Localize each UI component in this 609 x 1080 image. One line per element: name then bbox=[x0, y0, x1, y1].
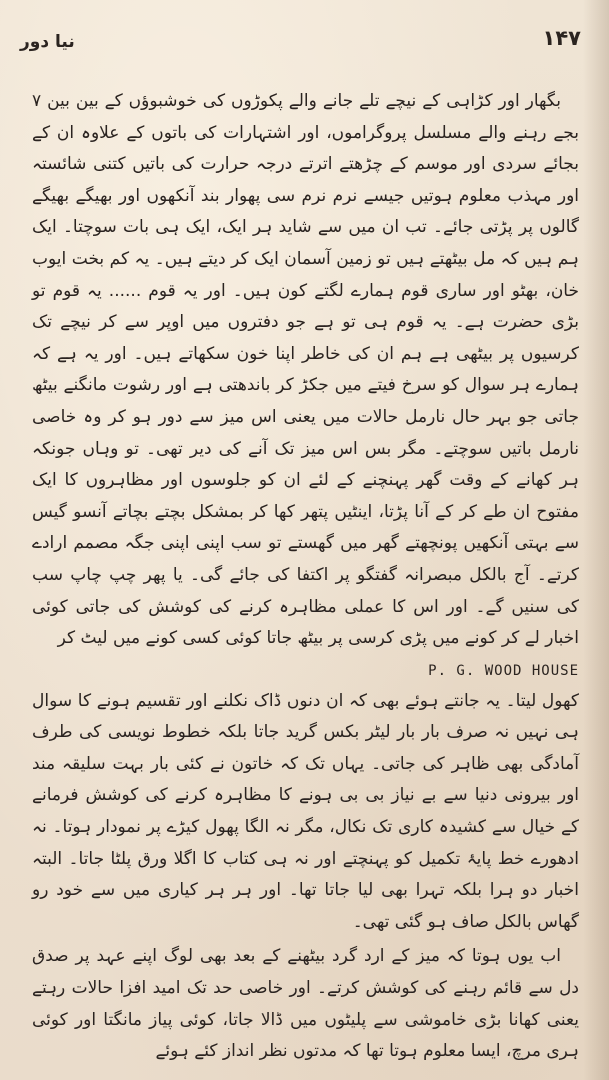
body-text bbox=[32, 86, 579, 1071]
paragraph-3: اب یوں ہوتا کہ میز کے ارد گرد بیٹھنے کے بعد بھی لوگ اپنے عہد پر صدق دل سے قائم رہنے کی کوشش کرتے۔ اور خاصی حد تک امید افزا حالات رہتے یعنی کھانا بڑی خاموشی سے پلیٹوں میں ڈالا جاتا، کوئی پیاز مانگتا اور کوئی ہری مرچ، ایسا معلوم ہوتا تھا کہ مدتوں نظر انداز کئے ہوئے bbox=[32, 946, 579, 1062]
paragraph-2: کھول لیتا۔ یہ جانتے ہوئے بھی کہ ان دنوں ڈاک نکلنے اور تقسیم ہونے کا سوال ہی نہیں نہ صرف بار بار لیٹر بکس گرید جاتا بلکہ خطوط نویسی کی طرف آمادگی بھی ظاہر کی جاتی۔ یہاں تک کہ خاتون نے کئی بار بہت سلیقہ مند اور بیرونی دنیا سے بے نیاز بی بی ہونے کا مظاہرہ کرنے کی کوشش فرمانے کے خیال سے کشیدہ کاری تک نکال، مگر نہ الگا پھول کیڑے پر نمودار ہوتا۔ نہ ادھورے خط پایۂ تکمیل کو پہنچتے اور نہ ہی کتاب کا اگلا ورق پلٹا جاتا۔ البتہ اخبار دو ہرا بلکہ تہرا بھی لیا جاتا تھا۔ اور ہر ہر کیاری میں سے خود رو گھاس بالکل صاف ہو گئی تھی۔ bbox=[32, 690, 579, 932]
running-title: نیا دور bbox=[20, 32, 75, 52]
page-header bbox=[20, 26, 581, 62]
spine-shadow bbox=[583, 0, 609, 1080]
page-number: ۱۴۷ bbox=[542, 26, 581, 50]
embedded-english-name: P. G. WOOD HOUSE bbox=[428, 662, 579, 679]
paragraph-1: بگھار اور کڑاہی کے نیچے تلے جانے والے پکوڑوں کی خوشبوؤں کے بین بین ۷ بجے رہنے والے مسلسل پروگراموں، اور اشتہارات کی باتوں کے علاوہ ان کے بجائے سردی اور موسم کے چڑھتے اترتے درجہ حرارت کی باتیں کتنی شائستہ اور مہذب معلوم ہوتیں جیسے نرم نرم سی پھوار بند آنکھوں اور بھیگے بھیگے گالوں پر پڑتی جائے۔ تب ان میں سے شاید ہر ایک، ایک ہی بات سوچتا۔ ایک ہم ہیں کہ مل بیٹھتے ہیں تو زمین آسمان ایک کر دیتے ہیں۔ یہ کم بخت ایوب خان، بھٹو اور ساری قوم ہمارے لگتے کون ہیں۔ اور یہ قوم ...... یہ قوم تو بڑی حضرت ہے۔ یہ قوم ہی تو ہے جو دفتروں میں اوپر سے کر نیچے تک کرسیوں پر بیٹھی ہے ہم ان کی خاطر اپنا خون سکھاتے ہیں۔ اور یہ ہے کہ ہمارے ہر سوال کو سرخ فیتے میں جکڑ کر باندھتی ہے اور رشوت مانگنے بیٹھ جاتی جو بہر حال نارمل حالات میں یعنی اس میز سے دور ہو کر وہ خاصی نارمل باتیں سوچتے۔ مگر بس اس میز تک آنے کی دیر تھی۔ تو وہاں جونکہ ہر کھانے کے وقت گھر پہنچنے کے لئے ان کو جلوسوں اور مظاہروں کا ایک مفتوح ان طے کر کے آنا پڑتا، اینٹیں پتھر کھا کر بمشکل بچتے بچاتے آنسو گیس سے بہتی آنکھیں پونچھتے گھر میں گھستے تو سب اپنی اپنی جگہ مصمم ارادے کرتے۔ آج بالکل مبصرانہ گفتگو پر اکتفا کی جائے گی۔ یا پھر چپ چاپ سب کی سنیں گے۔ اور اس کا عملی مظاہرہ کرنے کی کوشش کی جاتی کوئی اخبار لے کر کونے میں پڑی کرسی پر بیٹھ جاتا کوئی کسی کونے میں لیٹ کر bbox=[32, 91, 579, 649]
